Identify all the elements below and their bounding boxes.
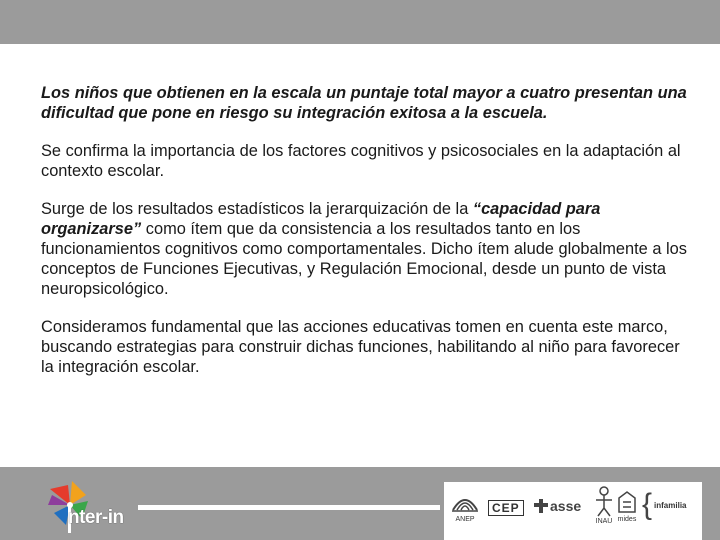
paragraph-results-part2: como ítem que da consistencia a los resultados tanto en los funcionamientos cognitivos como comportamentales. Dicho ítem alude globalmente a los conceptos de Funciones Ejecutivas, y Regulación Emocional, desde un punto de vista neuropsicológico. — [41, 220, 687, 298]
anep-emblem-icon — [450, 490, 480, 516]
infamilia-logo — [642, 490, 686, 520]
paragraph-confirmation: Se confirma la importancia de los factores cognitivos y psicosociales en la adaptación al contexto escolar. — [41, 142, 681, 180]
anep-label: ANEP — [455, 516, 475, 523]
partner-logos — [444, 482, 702, 540]
cep-logo — [488, 500, 524, 516]
slide-content — [0, 44, 720, 467]
footer-divider — [138, 505, 440, 510]
text-block — [41, 83, 691, 395]
footer-band — [0, 467, 720, 540]
anep-logo — [450, 490, 480, 523]
inau-figure-icon — [592, 486, 616, 518]
paragraph-results-part1: Surge de los resultados estadísticos la jerarquización de la — [41, 200, 473, 218]
infamilia-label: infamilia — [654, 500, 687, 510]
paragraph-results — [41, 199, 691, 299]
paragraph-conclusion: Consideramos fundamental que las acciones educativas tomen en cuenta este marco, buscando estrategias para construir dichas funciones, habilitando al niño para favorecer la integración escolar. — [41, 318, 680, 376]
mides-emblem-icon — [616, 488, 638, 516]
inau-label: INAU — [595, 518, 613, 525]
mides-label: mides — [617, 516, 637, 523]
paragraph-results-emphasis: “capacidad para organizarse” — [41, 200, 601, 238]
cep-label: CEP — [488, 500, 524, 516]
mides-logo — [616, 488, 638, 523]
inter-in-logo-text: nter-in — [68, 507, 124, 528]
asse-label: asse — [550, 498, 582, 514]
infamilia-brace-icon: { — [642, 488, 653, 521]
inau-logo — [592, 486, 616, 525]
header-band — [0, 0, 720, 44]
asse-cross-icon — [534, 498, 548, 514]
asse-logo — [534, 498, 581, 514]
inter-in-logo — [42, 475, 134, 535]
paragraph-intro: Los niños que obtienen en la escala un puntaje total mayor a cuatro presentan una dificultad que pone en riesgo su integración exitosa a la escuela. — [41, 84, 687, 122]
